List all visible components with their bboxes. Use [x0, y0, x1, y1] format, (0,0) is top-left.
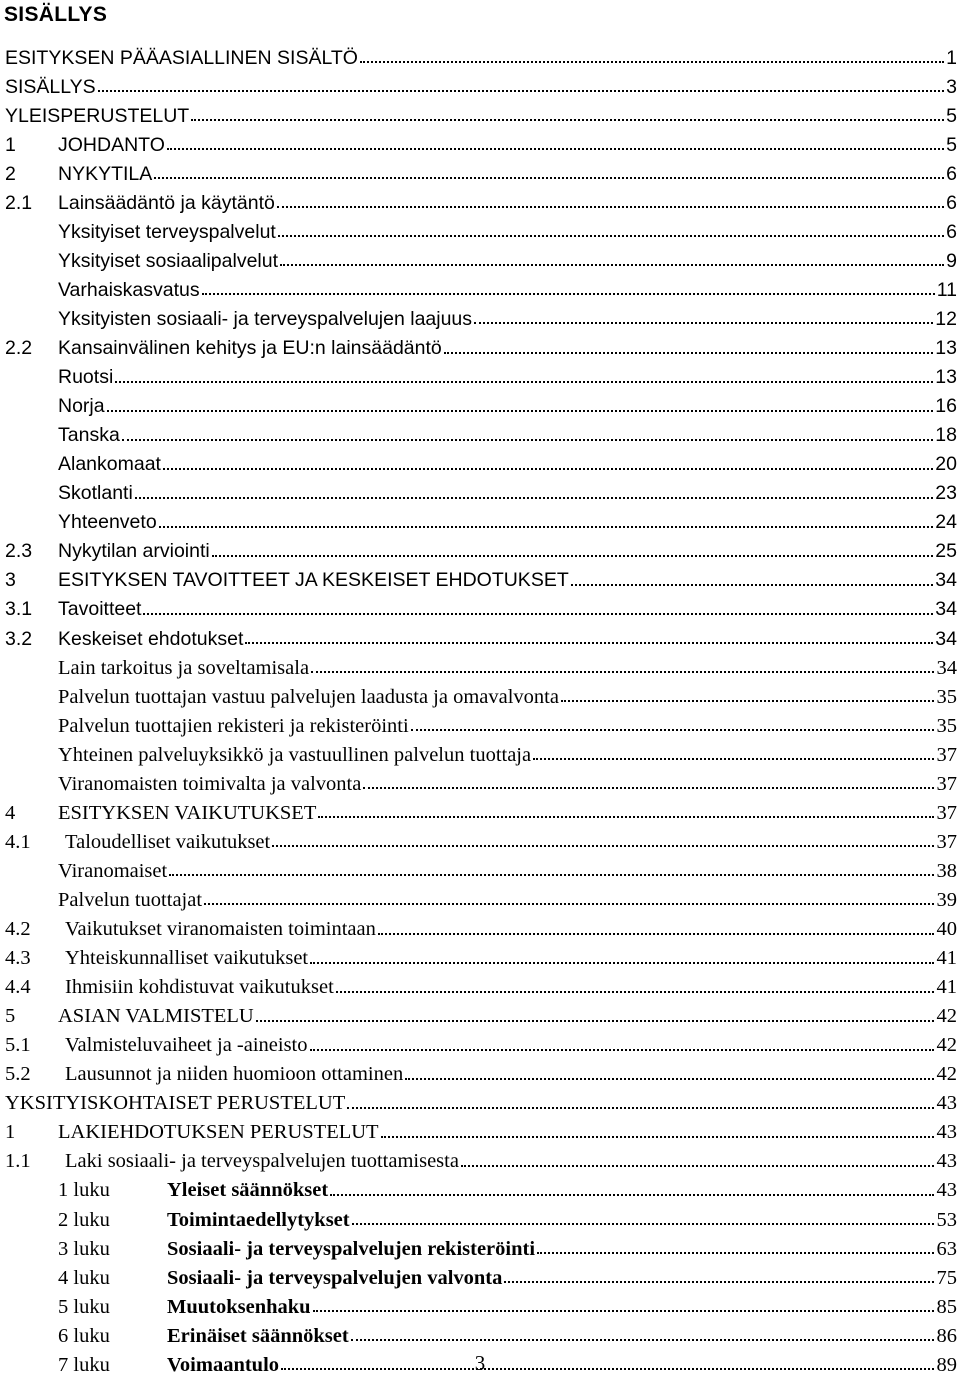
toc-entry-title: YKSITYISKOHTAISET PERUSTELUT: [5, 1092, 346, 1115]
toc-entry-title: Ihmisiin kohdistuvat vaikutukset: [65, 976, 334, 999]
dot-leader: [154, 177, 944, 179]
toc-entry-page: 42: [936, 1034, 957, 1057]
toc-entry[interactable]: [0, 1117, 957, 1145]
dot-leader: [122, 439, 933, 441]
dot-leader: [378, 933, 934, 935]
dot-leader: [212, 555, 933, 557]
toc-entry-title: ESITYKSEN TAVOITTEET JA KESKEISET EHDOTUKSET: [58, 569, 569, 592]
toc-entry-label: [58, 513, 157, 533]
toc-entry-number: 5: [5, 1005, 16, 1028]
toc-entry[interactable]: [0, 129, 957, 157]
toc-entry-title: Nykytilan arviointi: [58, 540, 210, 563]
toc-entry-label: [58, 1210, 110, 1231]
toc-entry[interactable]: [0, 972, 957, 1000]
toc-entry-label: [58, 249, 279, 272]
dot-leader: [311, 671, 934, 673]
toc-entry-label: [65, 832, 270, 853]
toc-entry-title: 6 luku: [58, 1324, 110, 1347]
dot-leader: [318, 816, 934, 818]
toc-entry[interactable]: [0, 914, 957, 942]
toc-entry-label: [58, 426, 120, 446]
dot-leader: [143, 613, 933, 615]
toc-entry[interactable]: [0, 449, 957, 477]
toc-entry-label: [58, 1006, 254, 1027]
toc-entry-page: 41: [936, 947, 957, 970]
toc-entry-label: [58, 1180, 110, 1201]
toc-entry-number: 1: [5, 133, 16, 156]
dot-leader: [256, 1020, 934, 1022]
toc-entry-page: 23: [935, 482, 957, 505]
toc-entry[interactable]: [0, 652, 957, 680]
toc-entry-page: 5: [946, 104, 957, 127]
toc-entry-page: 35: [936, 714, 957, 737]
toc-entry-page: 63: [936, 1237, 957, 1260]
toc-entry-label: [58, 1122, 379, 1143]
toc-entry-page: 75: [936, 1266, 957, 1289]
dot-leader: [363, 787, 934, 789]
toc-entry-label: [58, 484, 133, 504]
toc-entry[interactable]: [0, 710, 957, 738]
toc-entry-page: 38: [936, 859, 957, 882]
toc-entry-title: Keskeiset ehdotukset: [58, 627, 244, 650]
dot-leader: [115, 381, 933, 383]
dot-leader: [278, 235, 944, 237]
toc-entry-number: 4.4: [5, 976, 31, 999]
toc-entry-title: Lausunnot ja niiden huomioon ottaminen: [65, 1063, 404, 1086]
toc-entry-title: Yksityisten sosiaali- ja terveyspalvelujen laajuus: [58, 307, 473, 330]
toc-entry-title: ASIAN VALMISTELU: [58, 1005, 254, 1028]
toc-entry[interactable]: [0, 1204, 957, 1232]
toc-entry-label: [58, 220, 276, 243]
toc-entry-number: 2.1: [5, 191, 33, 214]
toc-entry-page: 43: [936, 1121, 957, 1144]
toc-entry-number: 5.1: [5, 1034, 31, 1057]
toc-entry[interactable]: [0, 1059, 957, 1087]
toc-entry-title: Viranomaisten toimivalta ja valvonta: [58, 772, 362, 795]
toc-entry-title: NYKYTILA: [58, 162, 153, 185]
toc-entry-page: 34: [935, 627, 957, 650]
dot-leader: [444, 352, 933, 354]
toc-entry-label: [58, 307, 473, 330]
toc-entry-title: Palvelun tuottajan vastuu palvelujen laadusta ja omavalvonta: [58, 685, 559, 708]
dot-leader: [191, 119, 944, 121]
toc-entry-title: LAKIEHDOTUKSEN PERUSTELUT: [58, 1121, 379, 1144]
toc-entry-title: Viranomaiset: [58, 859, 168, 882]
toc-entry-label: [58, 133, 165, 156]
toc-entry-title: ESITYKSEN PÄÄASIALLINEN SISÄLTÖ: [5, 46, 358, 69]
toc-entry[interactable]: [0, 478, 957, 506]
toc-entry[interactable]: [0, 274, 957, 302]
dot-leader: [202, 293, 935, 295]
toc-entry-page: 39: [936, 888, 957, 911]
toc-entry-label: [58, 687, 559, 708]
toc-entry-page: 42: [936, 1063, 957, 1086]
dot-leader: [310, 962, 934, 964]
toc-entry-number: 4: [5, 801, 16, 824]
toc-entry-label: [65, 977, 334, 998]
toc-entry-title: Vaikutukset viranomaisten toimintaan: [65, 918, 376, 940]
toc-entry-label: [58, 890, 202, 911]
toc-entry-page: 9: [946, 249, 957, 272]
toc-entry[interactable]: [0, 333, 957, 361]
dot-leader: [504, 1281, 934, 1283]
toc-entry[interactable]: [0, 594, 957, 622]
toc-entry-label: [65, 948, 308, 969]
toc-entry-number: 3.1: [5, 598, 33, 621]
dot-leader: [280, 264, 944, 266]
toc-entry-title: 5 luku: [58, 1295, 110, 1318]
toc-entry-label: [58, 861, 167, 882]
toc-entry-label: [58, 1297, 110, 1318]
toc-entry-title: SISÄLLYS: [5, 75, 96, 98]
toc-entry-number: 4.2: [5, 918, 31, 940]
toc-entry-label: [5, 46, 358, 69]
toc-entry-page: 35: [936, 685, 957, 708]
toc-entry-title: Taloudelliset vaikutukset: [65, 830, 271, 853]
toc-entry[interactable]: [0, 1088, 957, 1116]
dot-leader: [352, 1223, 934, 1225]
dot-leader: [245, 642, 933, 644]
toc-entry-page: 41: [936, 976, 957, 999]
toc-entry-page: 89: [936, 1353, 957, 1376]
toc-entry-label: [58, 339, 442, 359]
toc-entry-title: Tavoitteet: [58, 598, 142, 621]
toc-entry[interactable]: [0, 303, 957, 331]
toc-entry[interactable]: [0, 42, 957, 70]
toc-entry-number: 3.2: [5, 627, 33, 650]
toc-entry-page: 37: [936, 772, 957, 795]
toc-entry-label: [58, 571, 569, 591]
toc-entry-label: [58, 600, 141, 620]
toc-entry-title: 7 luku: [58, 1353, 110, 1376]
toc-entry-page: 43: [936, 1092, 957, 1115]
toc-entry-number: 1.1: [5, 1150, 31, 1173]
page-number: 3: [474, 1351, 486, 1375]
toc-entry-label: [65, 1035, 308, 1056]
toc-entry-page: 43: [936, 1150, 957, 1173]
toc-entry-title: YLEISPERUSTELUT: [5, 104, 190, 127]
toc-entry[interactable]: [0, 739, 957, 767]
toc-entry-number: 4.1: [5, 830, 31, 853]
dot-leader: [313, 1310, 934, 1312]
toc-entry-number: 5.2: [5, 1063, 31, 1086]
toc-entry[interactable]: [0, 536, 957, 564]
toc-entry-title: Palvelun tuottajat: [58, 888, 203, 911]
dot-leader: [381, 1136, 934, 1138]
toc-entry-page: 25: [935, 540, 957, 563]
toc-entry-title: Alankomaat: [58, 453, 161, 476]
toc-entry-title: Lain tarkoitus ja soveltamisala: [58, 656, 310, 679]
dot-leader: [360, 61, 944, 63]
toc-entry-number: 2: [5, 162, 16, 185]
toc-entry-title: Valmisteluvaiheet ja -aineisto: [65, 1034, 308, 1057]
toc-entry-label: [5, 1093, 345, 1114]
toc-entry-label: [65, 1064, 403, 1085]
toc-entry-label: [58, 658, 309, 679]
dot-leader: [405, 1078, 934, 1080]
dot-leader: [272, 845, 934, 847]
toc-entry[interactable]: [0, 681, 957, 709]
toc-entry-title: Yksityiset sosiaalipalvelut: [58, 249, 279, 272]
toc-entry-label: [5, 75, 96, 98]
toc-entry-title: Kansainvälinen kehitys ja EU:n lainsäädäntö: [58, 337, 442, 359]
dot-leader: [204, 903, 934, 905]
dot-leader: [537, 1252, 934, 1254]
toc-entry-label: [58, 774, 361, 795]
toc-entry-page: 11: [936, 278, 957, 301]
toc-entry-title: Norja: [58, 395, 105, 418]
toc-entry-page: 34: [936, 656, 957, 679]
toc-entry[interactable]: [0, 884, 957, 912]
toc-entry-page: 6: [946, 191, 957, 214]
toc-entry[interactable]: [0, 855, 957, 883]
toc-entry-title: Tanska: [58, 424, 120, 447]
toc-entry-label: [58, 191, 275, 214]
toc-entry-title: Yhteinen palveluyksikkö ja vastuullinen palvelun tuottaja: [58, 743, 532, 766]
toc-entry[interactable]: [0, 362, 957, 390]
dot-leader: [561, 700, 934, 702]
toc-entry-page: 24: [935, 511, 957, 534]
toc-entry-title: 1 luku: [58, 1179, 110, 1202]
toc-entry-page: 16: [935, 395, 957, 418]
dot-leader: [330, 1194, 934, 1196]
toc-entry[interactable]: [0, 1291, 957, 1319]
toc-entry-label: [58, 803, 316, 824]
dot-leader: [107, 410, 933, 412]
toc-entry-label: [65, 919, 376, 940]
dot-leader: [167, 148, 944, 150]
dot-leader: [411, 729, 934, 731]
toc-entry[interactable]: [0, 943, 957, 971]
toc-entry[interactable]: [0, 1175, 957, 1203]
toc-entry-title: Ruotsi: [58, 366, 114, 389]
toc-entry-page: 3: [946, 75, 957, 98]
toc-entry-page: 20: [935, 453, 957, 476]
toc-entry-title: ESITYKSEN VAIKUTUKSET: [58, 801, 317, 824]
dot-leader: [571, 584, 933, 586]
toc-entry-title: 4 luku: [58, 1266, 110, 1289]
toc-entry-title: Yksityiset terveyspalvelut: [58, 220, 276, 243]
dot-leader: [169, 874, 934, 876]
toc-chapter-title: Sosiaali- ja terveyspalvelujen rekisteröinti: [167, 1237, 536, 1260]
toc-entry-label: [58, 368, 113, 388]
toc-entry-label: [65, 1151, 459, 1172]
toc-entry-title: Laki sosiaali- ja terveyspalvelujen tuottamisesta: [65, 1150, 459, 1173]
toc-entry[interactable]: [0, 420, 957, 448]
toc-entry-page: 13: [935, 366, 957, 389]
toc-entry[interactable]: [0, 507, 957, 535]
toc-entry-label: [58, 397, 105, 417]
toc-entry-label: [58, 745, 531, 766]
toc-entry-number: 4.3: [5, 947, 31, 970]
toc-entry-label: [58, 1239, 110, 1260]
toc-entry[interactable]: [0, 1030, 957, 1058]
page-heading: SISÄLLYS: [4, 3, 108, 26]
toc-entry[interactable]: [0, 391, 957, 419]
toc-entry-label: [58, 716, 409, 737]
dot-leader: [98, 90, 944, 92]
toc-chapter-title: Voimaantulo: [167, 1353, 280, 1376]
toc-entry-title: 3 luku: [58, 1237, 110, 1260]
toc-entry[interactable]: [0, 216, 957, 244]
toc-entry-label: [58, 278, 200, 301]
dot-leader: [277, 206, 944, 208]
toc-entry-title: Varhaiskasvatus: [58, 278, 200, 301]
toc-entry-page: 53: [936, 1208, 957, 1231]
toc-entry[interactable]: [0, 565, 957, 593]
toc-entry-title: Palvelun tuottajien rekisteri ja rekisteröinti: [58, 714, 409, 737]
toc-entry-page: 86: [936, 1324, 957, 1347]
toc-entry-label: [5, 104, 190, 127]
toc-entry[interactable]: [0, 1320, 957, 1348]
toc-entry-page: 34: [935, 569, 957, 592]
toc-entry[interactable]: [0, 1262, 957, 1290]
toc-entry[interactable]: [0, 158, 957, 186]
toc-entry-label: [58, 1268, 110, 1289]
toc-entry-number: 2.3: [5, 540, 33, 563]
toc-entry-title: Lainsäädäntö ja käytäntö: [58, 191, 275, 214]
toc-entry-page: 43: [936, 1179, 957, 1202]
toc-chapter-title: Muutoksenhaku: [167, 1295, 311, 1318]
dot-leader: [310, 1049, 934, 1051]
toc-entry-label: [58, 627, 244, 650]
toc-entry[interactable]: [0, 100, 957, 128]
toc-entry-page: 37: [936, 830, 957, 853]
toc-entry-page: 85: [936, 1295, 957, 1318]
toc-entry-number: 1: [5, 1121, 16, 1144]
toc-entry-page: 37: [936, 743, 957, 766]
dot-leader: [159, 526, 933, 528]
dot-leader: [163, 468, 933, 470]
toc-entry-page: 40: [936, 918, 957, 940]
toc-entry[interactable]: [0, 826, 957, 854]
dot-leader: [347, 1107, 934, 1109]
toc-entry-page: 6: [946, 220, 957, 243]
toc-entry-label: [58, 455, 161, 475]
toc-entry-title: 2 luku: [58, 1208, 110, 1231]
toc-entry-title: Skotlanti: [58, 482, 133, 505]
toc-entry-title: Yhteenveto: [58, 511, 157, 534]
toc-entry-page: 18: [935, 424, 957, 447]
toc-entry[interactable]: [0, 1233, 957, 1261]
toc-entry[interactable]: [0, 1146, 957, 1174]
toc-entry-page: 5: [946, 133, 957, 156]
toc-entry-page: 1: [946, 46, 957, 69]
toc-entry-number: 3: [5, 569, 16, 592]
toc-entry-number: 2.2: [5, 337, 33, 359]
toc-entry-title: Yhteiskunnalliset vaikutukset: [65, 947, 309, 970]
toc-entry-label: [58, 162, 153, 185]
toc-entry[interactable]: [0, 1001, 957, 1029]
toc-entry[interactable]: [0, 245, 957, 273]
toc-chapter-title: Sosiaali- ja terveyspalvelujen valvonta: [167, 1266, 503, 1289]
toc-chapter-title: Toimintaedellytykset: [167, 1208, 350, 1231]
toc-entry-title: JOHDANTO: [58, 133, 165, 156]
toc-entry-label: [58, 542, 210, 562]
toc-entry[interactable]: [0, 768, 957, 796]
toc-entry[interactable]: [0, 187, 957, 215]
dot-leader: [533, 758, 934, 760]
toc-entry[interactable]: [0, 623, 957, 651]
toc-chapter-title: Yleiset säännökset: [167, 1179, 329, 1202]
toc-entry[interactable]: [0, 71, 957, 99]
toc-chapter-title: Erinäiset säännökset: [167, 1324, 349, 1347]
toc-entry[interactable]: [0, 797, 957, 825]
dot-leader: [474, 322, 933, 324]
dot-leader: [135, 497, 933, 499]
toc-entry-page: 13: [935, 337, 957, 359]
toc-entry-page: 6: [946, 162, 957, 185]
dot-leader: [351, 1339, 934, 1341]
dot-leader: [336, 991, 934, 993]
toc-entry-page: 37: [936, 801, 957, 824]
dot-leader: [461, 1165, 934, 1167]
toc-entry-page: 12: [935, 307, 957, 330]
toc-entry-page: 34: [935, 598, 957, 621]
toc-entry-page: 42: [936, 1005, 957, 1028]
toc-entry-label: [58, 1326, 110, 1347]
